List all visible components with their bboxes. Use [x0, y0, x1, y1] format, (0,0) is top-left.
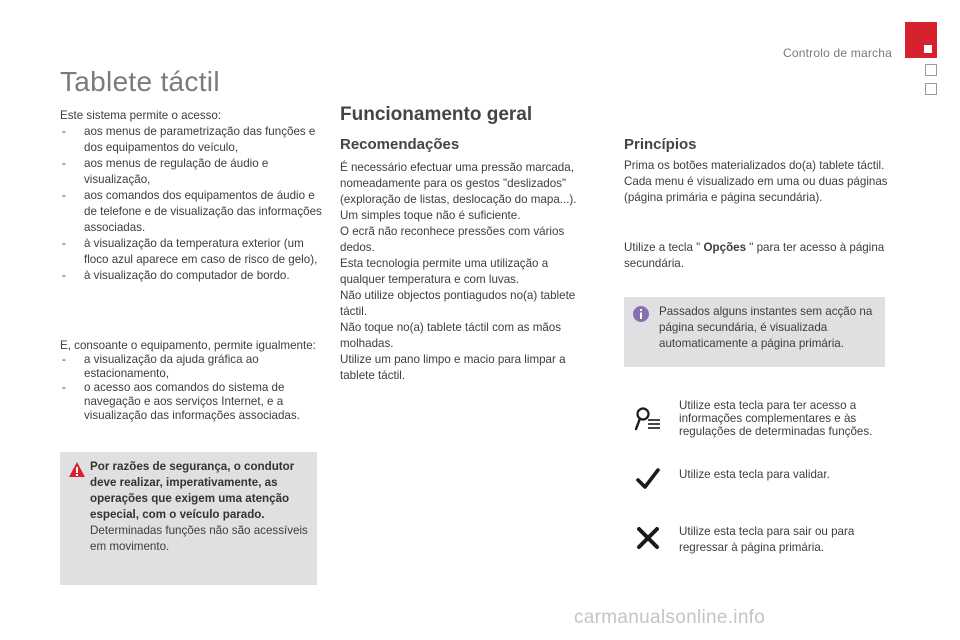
exit-key-description: Utilize esta tecla para sair ou para regressar à página primária.	[679, 525, 855, 554]
paragraph: Um simples toque não é suficiente.	[340, 209, 521, 222]
chapter-tab-empty	[925, 64, 937, 76]
watermark: carmanualsonline.info	[574, 607, 766, 628]
paragraph: Não toque no(a) tablete táctil com as mãos molhadas.	[340, 321, 562, 350]
access-list	[60, 124, 322, 284]
intro-text: Este sistema permite o acesso:	[60, 109, 222, 122]
options-list-icon	[634, 405, 662, 433]
options-paragraph	[624, 240, 886, 272]
principles-title: Princípios	[624, 136, 697, 153]
intro-text: E, consoante o equipamento, permite igualmente:	[60, 339, 316, 352]
page-title: Tablete táctil	[60, 66, 220, 97]
warning-icon	[68, 461, 86, 479]
list-item: - a visualização da ajuda gráfica ao estacionamento,	[60, 353, 322, 381]
chapter-tab-empty	[925, 83, 937, 95]
chapter-tab-active	[905, 22, 937, 58]
chapter-title: Controlo de marcha	[783, 46, 892, 60]
warning-normal-text: Determinadas funções não são acessíveis em movimento.	[90, 524, 308, 553]
principles-body	[624, 158, 888, 206]
options-text-after: " para ter acesso à página secundária.	[624, 241, 885, 270]
warning-bold-text: Por razões de segurança, o condutor deve realizar, imperativamente, as operações que exigem uma atenção especial, com o veículo parado.	[90, 460, 295, 521]
paragraph: É necessário efectuar uma pressão marcada, nomeadamente para os gestos "deslizados" (exploração de listas, deslocação do mapa...).	[340, 161, 577, 206]
info-text: Passados alguns instantes sem acção na página secundária, é visualizada automaticamente a página primária.	[659, 305, 873, 350]
recommendations-body	[340, 160, 596, 384]
paragraph: O ecrã não reconhece pressões com vários dedos.	[340, 225, 565, 254]
paragraph: Cada menu é visualizado em uma ou duas páginas (página primária e página secundária).	[624, 175, 888, 204]
options-key-description: Utilize esta tecla para ter acesso a informações complementares e às regulações de determinadas funções.	[679, 399, 873, 438]
warning-text	[90, 459, 310, 555]
info-icon	[633, 306, 649, 322]
list-item: - aos menus de regulação de áudio e visualização,	[60, 156, 322, 188]
list-item: - o acesso aos comandos do sistema de navegação e aos serviços Internet, e a visualização das informações associadas.	[60, 381, 322, 423]
equipment-list	[60, 353, 322, 423]
list-item: - aos menus de parametrização das funções e dos equipamentos do veículo,	[60, 124, 322, 156]
checkmark-icon	[634, 465, 662, 493]
validate-key-description: Utilize esta tecla para validar.	[679, 468, 830, 481]
recommendations-title: Recomendações	[340, 136, 460, 153]
paragraph: Esta tecnologia permite uma utilização a qualquer temperatura e com luvas.	[340, 257, 549, 286]
safety-warning-box	[60, 452, 317, 585]
list-item: - à visualização do computador de bordo.	[60, 268, 322, 284]
paragraph: Prima os botões materializados do(a) tablete táctil.	[624, 159, 885, 172]
options-key-name: Opções	[703, 241, 747, 254]
paragraph: Utilize um pano limpo e macio para limpar a tablete táctil.	[340, 353, 566, 382]
options-text-before: Utilize a tecla "	[624, 241, 704, 254]
intro-block	[60, 108, 322, 284]
list-item: - à visualização da temperatura exterior (um floco azul aparece em caso de risco de gelo),	[60, 236, 322, 268]
paragraph: Não utilize objectos pontiagudos no(a) tablete táctil.	[340, 289, 576, 318]
cross-icon	[634, 524, 662, 552]
section-title: Funcionamento geral	[340, 104, 533, 125]
list-item: - aos comandos dos equipamentos de áudio e de telefone e de visualização das informações associadas.	[60, 188, 322, 236]
equipment-block	[60, 339, 322, 423]
info-note-box	[624, 297, 885, 367]
